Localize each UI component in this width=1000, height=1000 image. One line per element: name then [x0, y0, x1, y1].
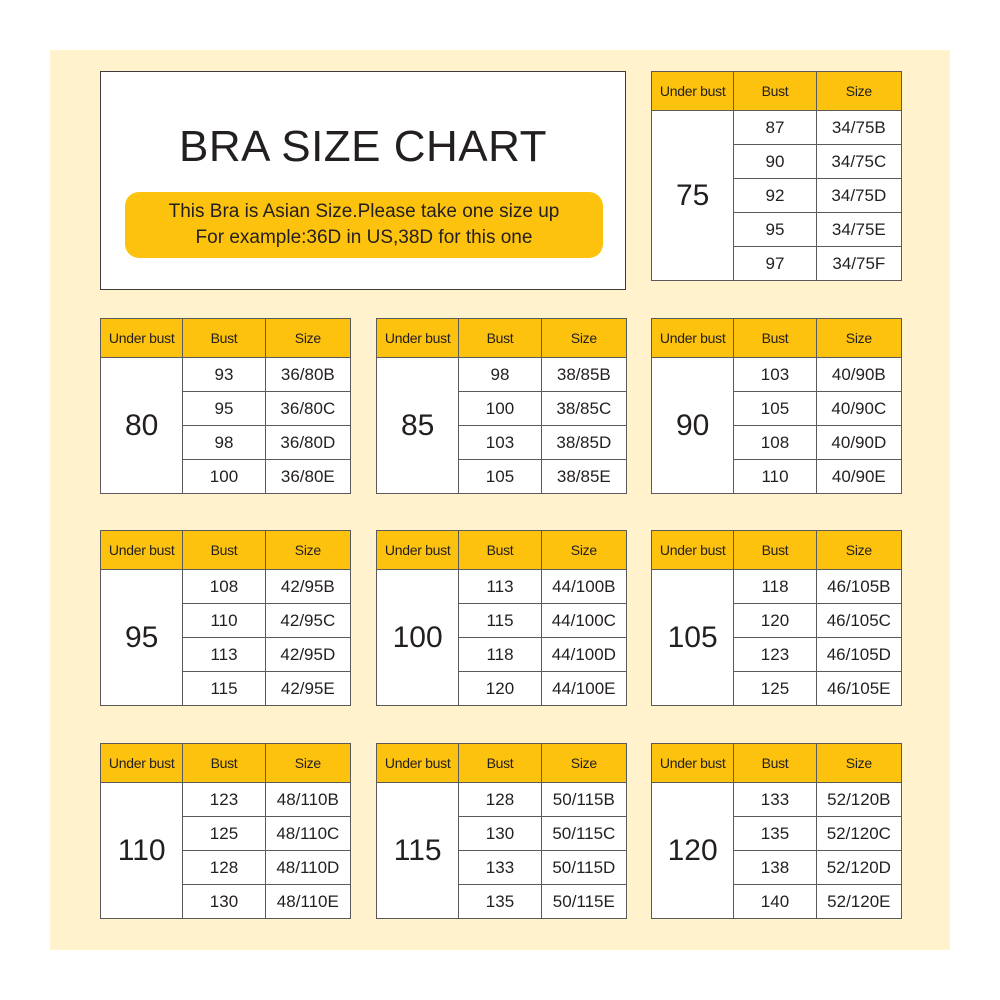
size-value: 42/95D: [265, 638, 350, 672]
header-bust: Bust: [734, 744, 816, 783]
table-row: [652, 111, 902, 145]
under-bust-value: 110: [101, 783, 183, 919]
bust-value: 125: [734, 672, 816, 706]
bust-value: 133: [459, 851, 541, 885]
size-table-105: [651, 530, 902, 706]
size-value: 48/110B: [265, 783, 350, 817]
header-under-bust: Under bust: [101, 744, 183, 783]
header-under-bust: Under bust: [652, 72, 734, 111]
bust-value: 113: [183, 638, 265, 672]
bust-value: 87: [734, 111, 816, 145]
header-bust: Bust: [734, 531, 816, 570]
table-header-row: [101, 744, 351, 783]
table-row: [652, 783, 902, 817]
size-value: 48/110C: [265, 817, 350, 851]
under-bust-value: 95: [101, 570, 183, 706]
size-table-110: [100, 743, 351, 919]
under-bust-value: 120: [652, 783, 734, 919]
size-value: 38/85B: [541, 358, 626, 392]
size-table-75: [651, 71, 902, 281]
header-size: Size: [816, 531, 901, 570]
bust-value: 130: [183, 885, 265, 919]
header-size: Size: [265, 531, 350, 570]
size-value: 44/100E: [541, 672, 626, 706]
bust-value: 105: [734, 392, 816, 426]
under-bust-value: 100: [377, 570, 459, 706]
size-table-115: [376, 743, 627, 919]
size-value: 36/80D: [265, 426, 350, 460]
size-value: 44/100C: [541, 604, 626, 638]
size-table-95: [100, 530, 351, 706]
bust-value: 95: [734, 213, 816, 247]
size-value: 34/75B: [816, 111, 901, 145]
table-header-row: [377, 531, 627, 570]
size-value: 50/115E: [541, 885, 626, 919]
bust-value: 120: [459, 672, 541, 706]
table-header-row: [652, 319, 902, 358]
bust-value: 92: [734, 179, 816, 213]
bust-value: 138: [734, 851, 816, 885]
size-note-line-1: This Bra is Asian Size.Please take one size up: [168, 201, 560, 222]
bust-value: 105: [459, 460, 541, 494]
table-row: [377, 358, 627, 392]
size-value: 44/100B: [541, 570, 626, 604]
header-size: Size: [541, 744, 626, 783]
table-header-row: [652, 72, 902, 111]
size-value: 36/80E: [265, 460, 350, 494]
header-bust: Bust: [459, 319, 541, 358]
bust-value: 115: [183, 672, 265, 706]
bust-value: 125: [183, 817, 265, 851]
header-under-bust: Under bust: [652, 319, 734, 358]
table-header-row: [101, 319, 351, 358]
header-bust: Bust: [183, 531, 265, 570]
under-bust-value: 90: [652, 358, 734, 494]
header-under-bust: Under bust: [101, 319, 183, 358]
size-table-90: [651, 318, 902, 494]
under-bust-value: 105: [652, 570, 734, 706]
bust-value: 140: [734, 885, 816, 919]
table-row: [652, 358, 902, 392]
header-under-bust: Under bust: [101, 531, 183, 570]
size-value: 46/105C: [816, 604, 901, 638]
bust-value: 103: [734, 358, 816, 392]
header-size: Size: [816, 72, 901, 111]
bust-value: 97: [734, 247, 816, 281]
size-value: 34/75D: [816, 179, 901, 213]
size-value: 50/115D: [541, 851, 626, 885]
size-table-100: [376, 530, 627, 706]
table-header-row: [652, 744, 902, 783]
size-value: 36/80B: [265, 358, 350, 392]
bust-value: 115: [459, 604, 541, 638]
size-value: 38/85C: [541, 392, 626, 426]
bust-value: 118: [459, 638, 541, 672]
under-bust-value: 115: [377, 783, 459, 919]
table-header-row: [377, 744, 627, 783]
bust-value: 130: [459, 817, 541, 851]
bust-value: 93: [183, 358, 265, 392]
size-value: 48/110D: [265, 851, 350, 885]
size-value: 34/75F: [816, 247, 901, 281]
size-value: 34/75E: [816, 213, 901, 247]
size-value: 50/115B: [541, 783, 626, 817]
size-value: 42/95C: [265, 604, 350, 638]
bust-value: 123: [734, 638, 816, 672]
bust-value: 113: [459, 570, 541, 604]
header-size: Size: [265, 744, 350, 783]
size-value: 52/120D: [816, 851, 901, 885]
header-size: Size: [816, 744, 901, 783]
bust-value: 128: [459, 783, 541, 817]
table-row: [652, 570, 902, 604]
size-value: 46/105D: [816, 638, 901, 672]
table-header-row: [652, 531, 902, 570]
bust-value: 120: [734, 604, 816, 638]
bust-value: 95: [183, 392, 265, 426]
table-header-row: [377, 319, 627, 358]
table-row: [377, 783, 627, 817]
size-value: 40/90D: [816, 426, 901, 460]
header-bust: Bust: [734, 72, 816, 111]
size-value: 48/110E: [265, 885, 350, 919]
size-value: 40/90C: [816, 392, 901, 426]
size-value: 46/105B: [816, 570, 901, 604]
bust-value: 108: [183, 570, 265, 604]
bust-value: 90: [734, 145, 816, 179]
under-bust-value: 85: [377, 358, 459, 494]
table-row: [377, 570, 627, 604]
size-note-banner: [125, 192, 603, 258]
bust-value: 123: [183, 783, 265, 817]
size-value: 52/120E: [816, 885, 901, 919]
header-bust: Bust: [459, 744, 541, 783]
size-value: 42/95E: [265, 672, 350, 706]
size-table-85: [376, 318, 627, 494]
size-value: 52/120C: [816, 817, 901, 851]
size-value: 46/105E: [816, 672, 901, 706]
header-size: Size: [816, 319, 901, 358]
bust-value: 128: [183, 851, 265, 885]
header-bust: Bust: [183, 744, 265, 783]
bust-value: 100: [459, 392, 541, 426]
size-value: 52/120B: [816, 783, 901, 817]
table-row: [101, 570, 351, 604]
under-bust-value: 75: [652, 111, 734, 281]
bust-value: 133: [734, 783, 816, 817]
size-note-line-2: For example:36D in US,38D for this one: [195, 227, 533, 248]
header-under-bust: Under bust: [377, 531, 459, 570]
bust-value: 118: [734, 570, 816, 604]
table-row: [101, 358, 351, 392]
size-value: 44/100D: [541, 638, 626, 672]
size-value: 40/90E: [816, 460, 901, 494]
header-under-bust: Under bust: [652, 531, 734, 570]
under-bust-value: 80: [101, 358, 183, 494]
size-value: 34/75C: [816, 145, 901, 179]
header-under-bust: Under bust: [652, 744, 734, 783]
header-under-bust: Under bust: [377, 744, 459, 783]
header-size: Size: [265, 319, 350, 358]
bust-value: 108: [734, 426, 816, 460]
size-value: 40/90B: [816, 358, 901, 392]
header-bust: Bust: [183, 319, 265, 358]
header-size: Size: [541, 319, 626, 358]
bust-value: 110: [734, 460, 816, 494]
bust-value: 103: [459, 426, 541, 460]
size-table-80: [100, 318, 351, 494]
bust-value: 135: [734, 817, 816, 851]
table-row: [101, 783, 351, 817]
size-value: 36/80C: [265, 392, 350, 426]
chart-title: BRA SIZE CHART: [178, 122, 548, 171]
header-bust: Bust: [459, 531, 541, 570]
bust-value: 100: [183, 460, 265, 494]
size-value: 38/85E: [541, 460, 626, 494]
size-table-120: [651, 743, 902, 919]
header-under-bust: Under bust: [377, 319, 459, 358]
bust-value: 98: [459, 358, 541, 392]
size-value: 50/115C: [541, 817, 626, 851]
header-size: Size: [541, 531, 626, 570]
bust-value: 98: [183, 426, 265, 460]
table-header-row: [101, 531, 351, 570]
header-bust: Bust: [734, 319, 816, 358]
bust-value: 110: [183, 604, 265, 638]
size-value: 42/95B: [265, 570, 350, 604]
bust-value: 135: [459, 885, 541, 919]
size-value: 38/85D: [541, 426, 626, 460]
